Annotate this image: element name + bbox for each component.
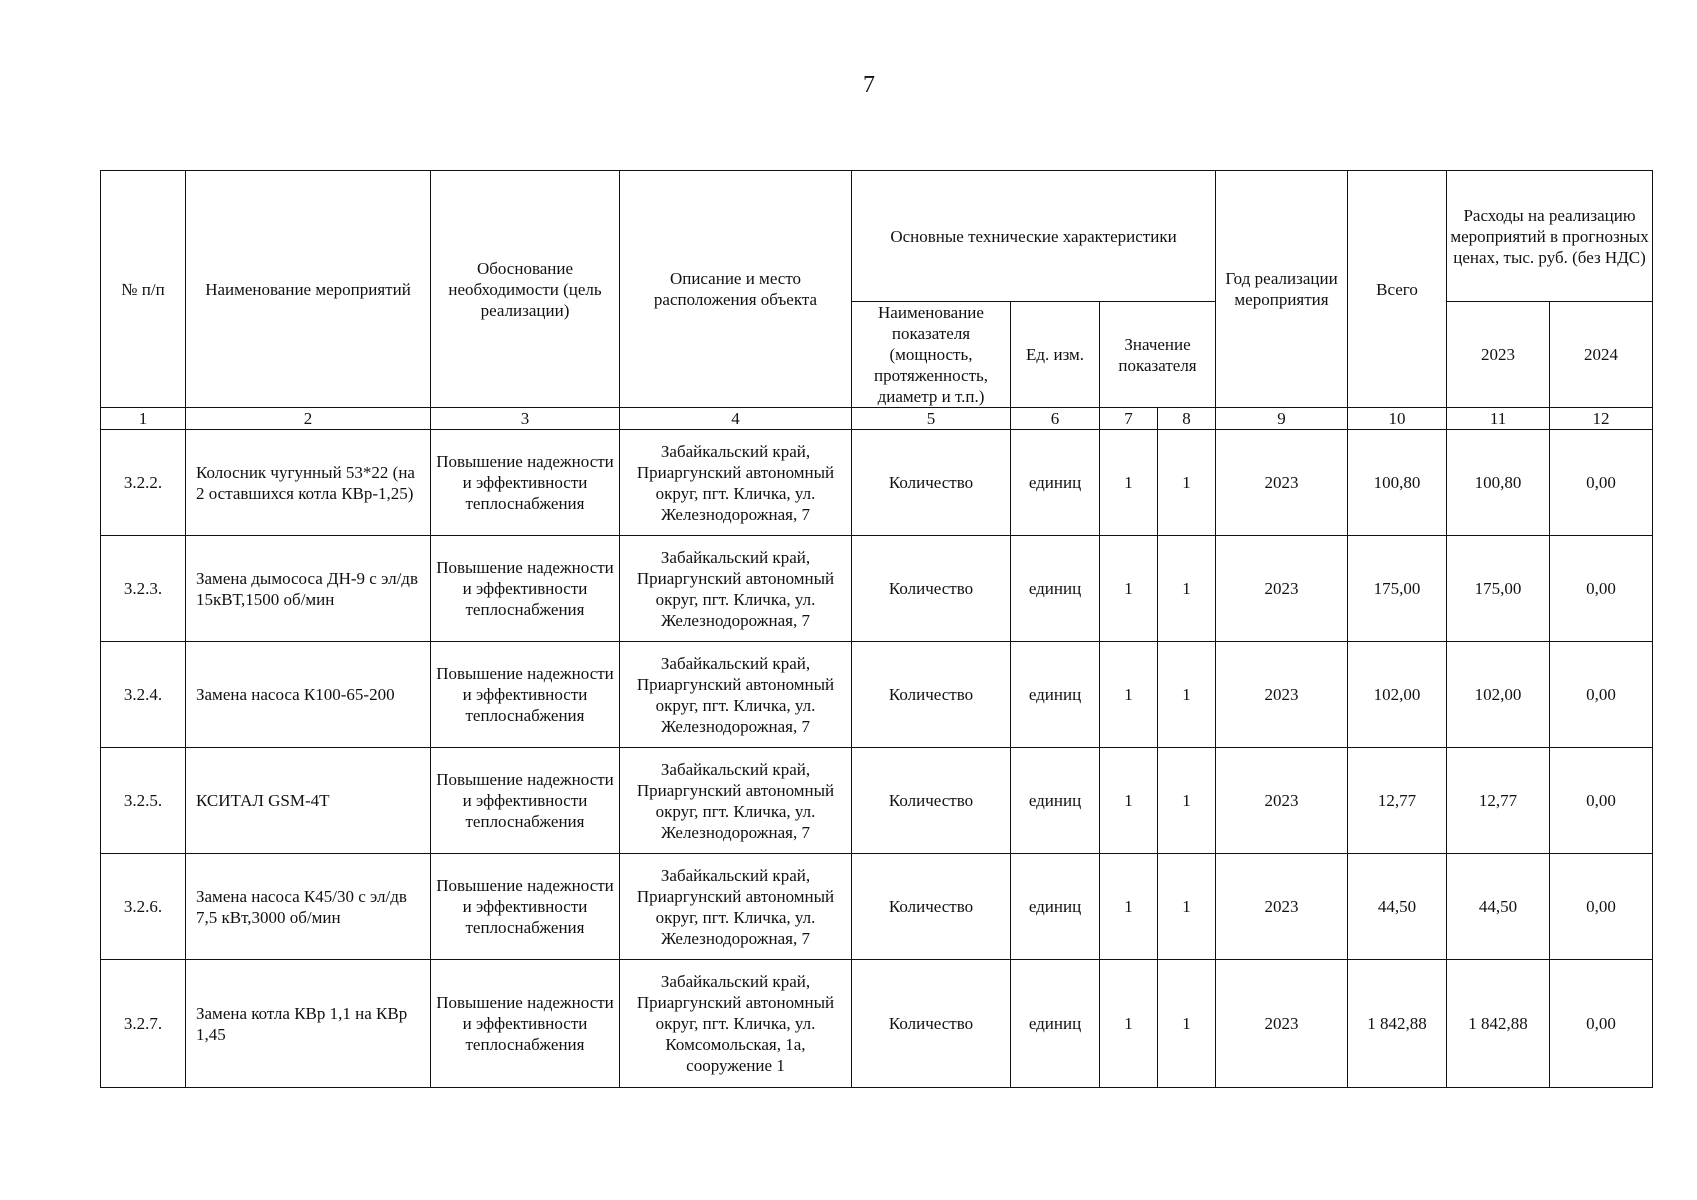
row-name: КСИТАЛ GSM-4T bbox=[186, 748, 431, 854]
header-total: Всего bbox=[1348, 171, 1447, 408]
row-2023: 1 842,88 bbox=[1447, 960, 1550, 1088]
row-2024: 0,00 bbox=[1550, 642, 1653, 748]
row-value-7: 1 bbox=[1100, 642, 1158, 748]
header-num: № п/п bbox=[101, 171, 186, 408]
row-reason: Повышение надежности и эффективности теплоснабжения bbox=[431, 748, 620, 854]
table-row bbox=[101, 960, 1653, 1088]
column-number: 8 bbox=[1158, 408, 1216, 430]
row-2024: 0,00 bbox=[1550, 430, 1653, 536]
row-total: 1 842,88 bbox=[1348, 960, 1447, 1088]
header-tech-name: Наименование показателя (мощность, протяженность, диаметр и т.п.) bbox=[852, 302, 1011, 408]
row-2024: 0,00 bbox=[1550, 748, 1653, 854]
row-location: Забайкальский край, Приаргунский автономный округ, пгт. Кличка, ул. Железнодорожная, 7 bbox=[620, 536, 852, 642]
column-number: 4 bbox=[620, 408, 852, 430]
table-row bbox=[101, 642, 1653, 748]
row-name: Замена насоса К100-65-200 bbox=[186, 642, 431, 748]
row-indicator: Количество bbox=[852, 642, 1011, 748]
row-indicator: Количество bbox=[852, 748, 1011, 854]
header-name: Наименование мероприятий bbox=[186, 171, 431, 408]
header-year: Год реализации мероприятия bbox=[1216, 171, 1348, 408]
row-2024: 0,00 bbox=[1550, 854, 1653, 960]
row-year: 2023 bbox=[1216, 536, 1348, 642]
row-total: 44,50 bbox=[1348, 854, 1447, 960]
row-num: 3.2.3. bbox=[101, 536, 186, 642]
row-2023: 44,50 bbox=[1447, 854, 1550, 960]
column-number: 9 bbox=[1216, 408, 1348, 430]
column-numbers-row bbox=[101, 408, 1653, 430]
row-value-7: 1 bbox=[1100, 748, 1158, 854]
measures-table bbox=[100, 170, 1653, 1088]
table-row bbox=[101, 430, 1653, 536]
page-number: 7 bbox=[863, 72, 875, 98]
column-number: 1 bbox=[101, 408, 186, 430]
row-location: Забайкальский край, Приаргунский автономный округ, пгт. Кличка, ул. Железнодорожная, 7 bbox=[620, 854, 852, 960]
row-reason: Повышение надежности и эффективности теплоснабжения bbox=[431, 536, 620, 642]
row-reason: Повышение надежности и эффективности теплоснабжения bbox=[431, 430, 620, 536]
row-location: Забайкальский край, Приаргунский автономный округ, пгт. Кличка, ул. Железнодорожная, 7 bbox=[620, 430, 852, 536]
row-year: 2023 bbox=[1216, 854, 1348, 960]
column-number: 6 bbox=[1011, 408, 1100, 430]
row-unit: единиц bbox=[1011, 748, 1100, 854]
row-2023: 102,00 bbox=[1447, 642, 1550, 748]
row-value-8: 1 bbox=[1158, 536, 1216, 642]
row-unit: единиц bbox=[1011, 642, 1100, 748]
header-2023: 2023 bbox=[1447, 302, 1550, 408]
row-value-7: 1 bbox=[1100, 430, 1158, 536]
column-number: 2 bbox=[186, 408, 431, 430]
row-year: 2023 bbox=[1216, 642, 1348, 748]
row-reason: Повышение надежности и эффективности теплоснабжения bbox=[431, 642, 620, 748]
header-2024: 2024 bbox=[1550, 302, 1653, 408]
table-row bbox=[101, 536, 1653, 642]
row-unit: единиц bbox=[1011, 854, 1100, 960]
row-value-7: 1 bbox=[1100, 536, 1158, 642]
row-value-8: 1 bbox=[1158, 854, 1216, 960]
row-2024: 0,00 bbox=[1550, 536, 1653, 642]
row-total: 175,00 bbox=[1348, 536, 1447, 642]
column-number: 10 bbox=[1348, 408, 1447, 430]
column-number: 3 bbox=[431, 408, 620, 430]
row-indicator: Количество bbox=[852, 854, 1011, 960]
row-2023: 12,77 bbox=[1447, 748, 1550, 854]
row-name: Замена котла КВр 1,1 на КВр 1,45 bbox=[186, 960, 431, 1088]
row-value-7: 1 bbox=[1100, 854, 1158, 960]
row-location: Забайкальский край, Приаргунский автономный округ, пгт. Кличка, ул. Железнодорожная, 7 bbox=[620, 642, 852, 748]
row-value-8: 1 bbox=[1158, 960, 1216, 1088]
row-year: 2023 bbox=[1216, 430, 1348, 536]
row-num: 3.2.6. bbox=[101, 854, 186, 960]
header-tech: Основные технические характеристики bbox=[852, 171, 1216, 302]
row-reason: Повышение надежности и эффективности теплоснабжения bbox=[431, 854, 620, 960]
row-value-8: 1 bbox=[1158, 748, 1216, 854]
row-2023: 100,80 bbox=[1447, 430, 1550, 536]
row-unit: единиц bbox=[1011, 536, 1100, 642]
header-expenses: Расходы на реализацию мероприятий в прогнозных ценах, тыс. руб. (без НДС) bbox=[1447, 171, 1653, 302]
row-num: 3.2.5. bbox=[101, 748, 186, 854]
row-year: 2023 bbox=[1216, 748, 1348, 854]
column-number: 12 bbox=[1550, 408, 1653, 430]
header-unit: Ед. изм. bbox=[1011, 302, 1100, 408]
row-indicator: Количество bbox=[852, 536, 1011, 642]
table-row bbox=[101, 748, 1653, 854]
row-value-8: 1 bbox=[1158, 430, 1216, 536]
header-location: Описание и место расположения объекта bbox=[620, 171, 852, 408]
row-total: 100,80 bbox=[1348, 430, 1447, 536]
row-location: Забайкальский край, Приаргунский автономный округ, пгт. Кличка, ул. Комсомольская, 1а, сооружение 1 bbox=[620, 960, 852, 1088]
row-num: 3.2.7. bbox=[101, 960, 186, 1088]
row-num: 3.2.2. bbox=[101, 430, 186, 536]
row-location: Забайкальский край, Приаргунский автономный округ, пгт. Кличка, ул. Железнодорожная, 7 bbox=[620, 748, 852, 854]
row-name: Замена насоса К45/30 с эл/дв 7,5 кВт,3000 об/мин bbox=[186, 854, 431, 960]
row-unit: единиц bbox=[1011, 430, 1100, 536]
row-reason: Повышение надежности и эффективности теплоснабжения bbox=[431, 960, 620, 1088]
row-2023: 175,00 bbox=[1447, 536, 1550, 642]
header-value: Значение показателя bbox=[1100, 302, 1216, 408]
header-reason: Обоснование необходимости (цель реализации) bbox=[431, 171, 620, 408]
row-value-8: 1 bbox=[1158, 642, 1216, 748]
row-total: 12,77 bbox=[1348, 748, 1447, 854]
row-indicator: Количество bbox=[852, 960, 1011, 1088]
column-number: 11 bbox=[1447, 408, 1550, 430]
table-row bbox=[101, 854, 1653, 960]
row-indicator: Количество bbox=[852, 430, 1011, 536]
column-number: 5 bbox=[852, 408, 1011, 430]
row-2024: 0,00 bbox=[1550, 960, 1653, 1088]
row-value-7: 1 bbox=[1100, 960, 1158, 1088]
row-name: Колосник чугунный 53*22 (на 2 оставшихся котла КВр-1,25) bbox=[186, 430, 431, 536]
row-unit: единиц bbox=[1011, 960, 1100, 1088]
row-name: Замена дымососа ДН-9 с эл/дв 15кВТ,1500 об/мин bbox=[186, 536, 431, 642]
row-num: 3.2.4. bbox=[101, 642, 186, 748]
row-total: 102,00 bbox=[1348, 642, 1447, 748]
row-year: 2023 bbox=[1216, 960, 1348, 1088]
column-number: 7 bbox=[1100, 408, 1158, 430]
